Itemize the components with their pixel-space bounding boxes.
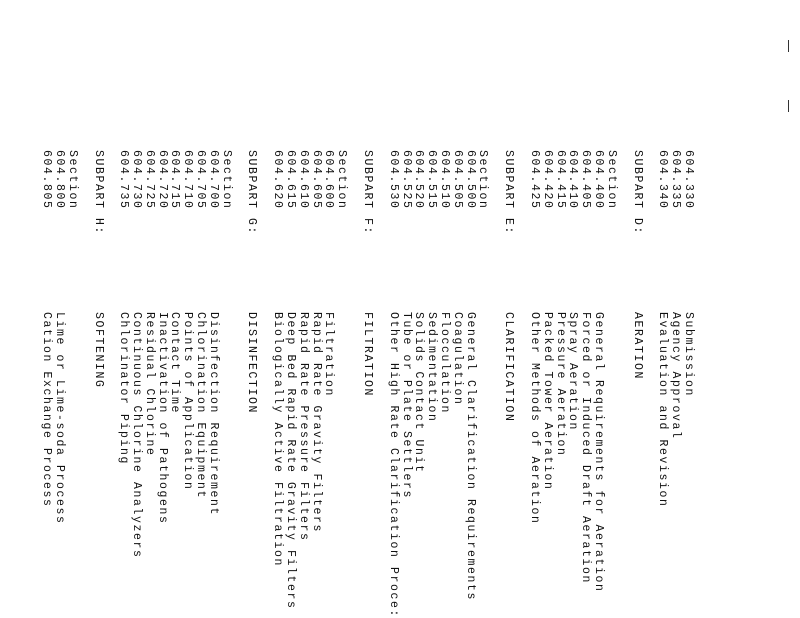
section-number: 604.515 — [425, 150, 439, 210]
section-title: Packed Tower Aeration — [540, 312, 554, 491]
scan-mark — [788, 40, 792, 52]
section-title: Other Methods of Aeration — [528, 312, 542, 525]
subpart-title: FILTRATION — [361, 312, 375, 398]
toc-row — [591, 150, 604, 618]
section-title: Biologically Active Filtration — [271, 312, 285, 568]
section-title: Tube or Plate Settlers — [399, 312, 413, 500]
section-title: Flocculation — [438, 312, 452, 415]
section-title: Contact Time — [168, 312, 182, 415]
toc-row — [206, 150, 219, 618]
section-number: 604.500 — [463, 150, 477, 210]
subpart-label: SUBPART E: — [502, 150, 516, 236]
toc-row — [566, 150, 579, 618]
toc-row — [578, 150, 591, 618]
section-number: 604.605 — [309, 150, 323, 210]
toc-row — [193, 150, 206, 618]
toc-row — [168, 150, 181, 618]
section-title: Residual Chlorine — [142, 312, 156, 457]
toc-row — [65, 150, 78, 618]
toc-row — [656, 150, 669, 618]
section-number: 604.715 — [168, 150, 182, 210]
section-number: 604.425 — [528, 150, 542, 210]
subpart-title: DISINFECTION — [245, 312, 259, 415]
section-number: 604.510 — [438, 150, 452, 210]
section-number: 604.330 — [682, 150, 695, 210]
subpart-heading — [630, 150, 643, 618]
section-number: 604.600 — [322, 150, 336, 210]
section-number: Section — [476, 150, 490, 210]
section-title: Points of Application — [181, 312, 195, 491]
section-title: General Clarification Requirements — [463, 312, 477, 602]
toc-row — [463, 150, 476, 618]
section-number: 604.710 — [181, 150, 195, 210]
toc-row — [450, 150, 463, 618]
subpart-label: SUBPART D: — [630, 150, 644, 236]
section-title: Agency Approval — [669, 312, 683, 440]
section-title: Sedimentation — [425, 312, 439, 423]
section-number: 604.530 — [386, 150, 400, 210]
section-title: Other High Rate Clarification Proce: — [386, 312, 400, 618]
section-number: 604.700 — [206, 150, 220, 210]
subpart-title: CLARIFICATION — [502, 312, 516, 423]
toc-row — [553, 150, 566, 618]
section-number: 604.720 — [155, 150, 169, 210]
section-title: Submission — [682, 312, 695, 398]
section-number: 604.335 — [669, 150, 683, 210]
section-title: Chlorinator Piping — [117, 312, 131, 466]
toc-row — [604, 150, 617, 618]
section-number: Section — [219, 150, 233, 210]
subpart-title: AERATION — [630, 312, 644, 381]
subpart-heading — [245, 150, 258, 618]
toc-row — [476, 150, 489, 618]
section-number: 604.705 — [194, 150, 208, 210]
toc-row — [527, 150, 540, 618]
section-title: Disinfection Requirement — [206, 312, 220, 517]
section-title: Forced or Induced Draft Aeration — [579, 312, 593, 585]
toc-row — [437, 150, 450, 618]
section-title: General Requirements for Aeration — [592, 312, 606, 593]
section-title: Lime or Lime-soda Process — [52, 312, 66, 525]
section-title: Solids Contact Unit — [412, 312, 426, 474]
section-number: 604.725 — [142, 150, 156, 210]
section-number: 604.735 — [117, 150, 131, 210]
section-number: Section — [335, 150, 349, 210]
toc-row — [681, 150, 694, 618]
section-number: 604.405 — [579, 150, 593, 210]
section-title: Coagulation — [450, 312, 464, 406]
toc-row — [52, 150, 65, 618]
section-title: Rapid Rate Pressure Filters — [296, 312, 310, 542]
toc-row — [129, 150, 142, 618]
section-number: 604.730 — [130, 150, 144, 210]
toc-row — [322, 150, 335, 618]
section-number: Section — [65, 150, 79, 210]
subpart-heading — [360, 150, 373, 618]
section-number: 604.410 — [566, 150, 580, 210]
toc-row — [117, 150, 130, 618]
section-number: 604.520 — [412, 150, 426, 210]
subpart-title: SOFTENING — [91, 312, 105, 389]
toc-row — [181, 150, 194, 618]
section-title: Rapid Rate Gravity Filters — [309, 312, 323, 534]
section-number: 604.615 — [284, 150, 298, 210]
section-title: Spray Aeration — [566, 312, 580, 432]
toc-row — [412, 150, 425, 618]
section-number: 604.800 — [52, 150, 66, 210]
toc-row — [424, 150, 437, 618]
subpart-label: SUBPART H: — [91, 150, 105, 236]
toc-row — [283, 150, 296, 618]
section-number: 604.525 — [399, 150, 413, 210]
subpart-label: SUBPART F: — [361, 150, 375, 236]
toc-row — [270, 150, 283, 618]
section-title: Cation Exchange Process — [40, 312, 54, 508]
subpart-label: SUBPART G: — [245, 150, 259, 236]
section-title: Evaluation and Revision — [656, 312, 670, 508]
subpart-heading — [91, 150, 104, 618]
section-number: 604.610 — [296, 150, 310, 210]
toc-row — [668, 150, 681, 618]
section-number: 604.415 — [553, 150, 567, 210]
section-number: 604.805 — [40, 150, 54, 210]
toc-row — [155, 150, 168, 618]
toc-row — [386, 150, 399, 618]
toc-row — [334, 150, 347, 618]
section-title: Continuous Chlorine Analyzers — [130, 312, 144, 559]
section-title: Filtration — [322, 312, 336, 398]
section-number: 604.420 — [540, 150, 554, 210]
section-number: 604.620 — [271, 150, 285, 210]
subpart-heading — [501, 150, 514, 618]
toc-row — [219, 150, 232, 618]
scan-mark — [788, 100, 792, 112]
section-number: 604.340 — [656, 150, 670, 210]
section-number: 604.505 — [450, 150, 464, 210]
section-number: Section — [604, 150, 618, 210]
section-title: Chlorination Equipment — [194, 312, 208, 500]
section-title: Inactivation of Pathogens — [155, 312, 169, 525]
toc-row — [540, 150, 553, 618]
section-title: Deep Bed Rapid Rate Gravity Filters — [284, 312, 298, 610]
toc-row — [39, 150, 52, 618]
toc-row — [399, 150, 412, 618]
section-title: Pressure Aeration — [553, 312, 567, 457]
toc-row — [296, 150, 309, 618]
rotated-table-of-contents — [39, 150, 694, 618]
section-number: 604.400 — [592, 150, 606, 210]
toc-row — [309, 150, 322, 618]
toc-row — [142, 150, 155, 618]
